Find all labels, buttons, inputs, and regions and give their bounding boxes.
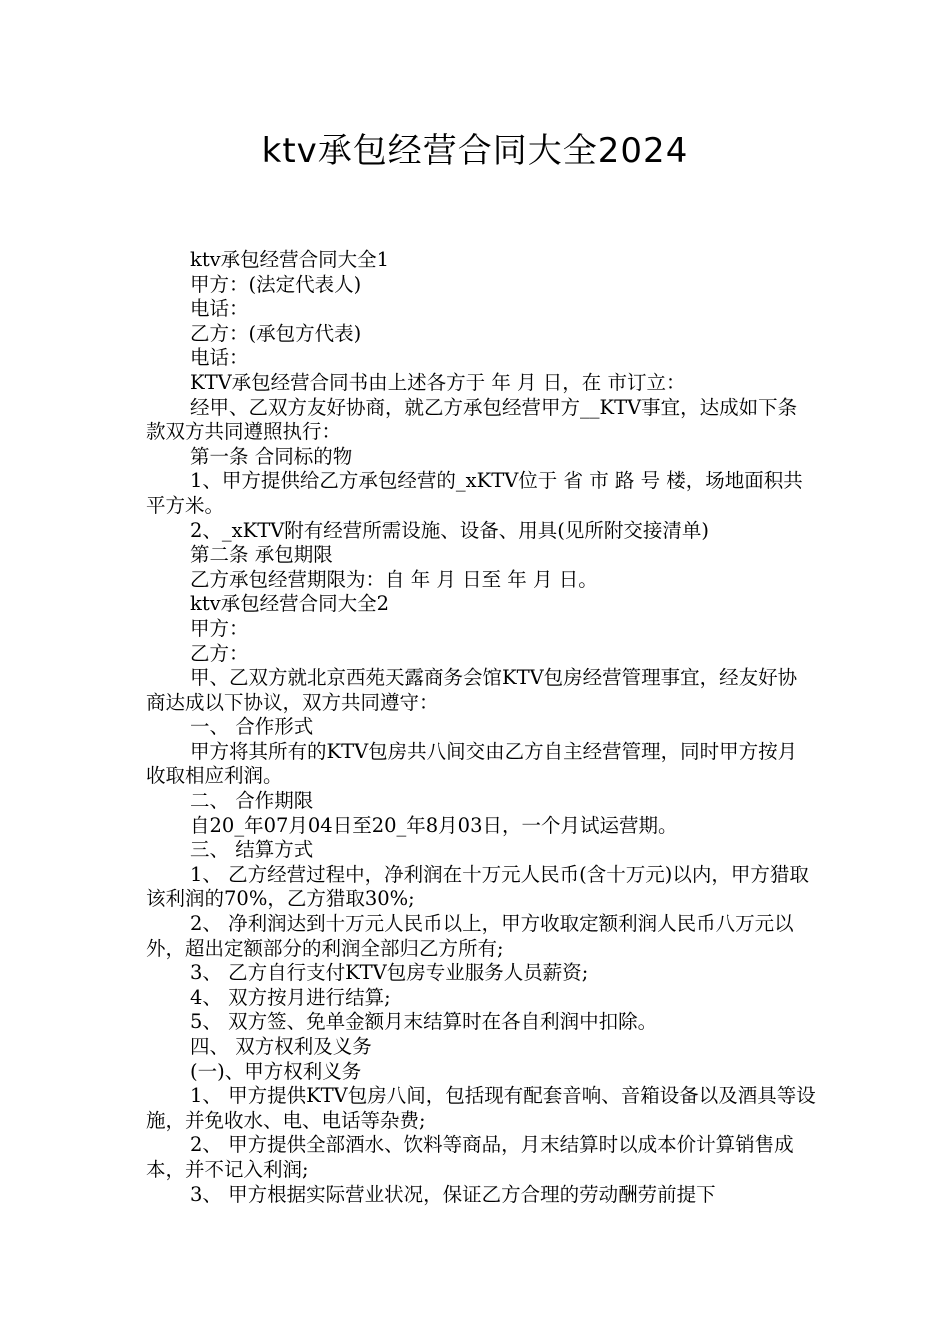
paragraph: 甲方： [190,616,249,640]
paragraph: 自20_年07月04日至20_年8月03日，一个月试运营期。 [190,813,678,837]
paragraph: 乙方：(承包方代表) [190,321,362,345]
paragraph: 乙方承包经营期限为：自 年 月 日至 年 月 日。 [190,567,598,591]
paragraph: 三、 结算方式 [190,838,314,862]
paragraph: 1、 甲方提供KTV包房八间，包括现有配套音响、音箱设备以及酒具等设施，并免收水、电、电话等杂费; [146,1084,816,1132]
paragraph: 3、 甲方根据实际营业状况，保证乙方合理的劳动酬劳前提下 [190,1182,716,1206]
paragraph: 甲方将其所有的KTV包房共八间交由乙方自主经营管理，同时甲方按月收取相应利润。 [146,739,798,788]
paragraph: ktv承包经营合同大全1 [190,248,390,271]
paragraph: 经甲、乙双方友好协商，就乙方承包经营甲方__KTV事宜，达成如下条款双方共同遵照执行： [146,395,798,444]
paragraph: 2、 甲方提供全部酒水、饮料等商品，月末结算时以成本价计算销售成本，并不记入利润; [146,1133,794,1181]
paragraph: ktv承包经营合同大全2 [190,592,390,616]
paragraph: 第二条 承包期限 [190,543,333,567]
paragraph: 4、 双方按月进行结算; [190,985,391,1009]
paragraph: 2、_xKTV附有经营所需设施、设备、用具(见所附交接清单) [190,518,710,542]
document-body [146,248,816,1207]
paragraph: 电话： [190,297,249,321]
paragraph: 四、 双方权利及义务 [190,1035,372,1058]
paragraph: 二、 合作期限 [190,789,314,813]
paragraph: 3、 乙方自行支付KTV包房专业服务人员薪资; [190,961,589,985]
paragraph: 甲方：(法定代表人) [190,272,362,296]
paragraph: 第一条 合同标的物 [190,444,353,468]
paragraph: 1、甲方提供给乙方承包经营的_xKTV位于 省 市 路 号 楼，场地面积共 平方米。 [146,469,803,517]
paragraph: 5、 双方签、免单金额月末结算时在各自利润中扣除。 [190,1010,658,1034]
paragraph: 甲、乙双方就北京西苑天露商务会馆KTV包房经营管理事宜，经友好协商达成以下协议，双方共同遵守： [146,666,798,714]
paragraph: 一、 合作形式 [190,715,314,739]
paragraph: 1、 乙方经营过程中，净利润在十万元人民币(含十万元)以内，甲方猎取该利润的70%，乙方猎取30%; [146,862,809,911]
paragraph: KTV承包经营合同书由上述各方于 年 月 日，在 市订立： [190,370,686,394]
document-title: ktv承包经营合同大全2024 [261,131,689,171]
paragraph: 乙方： [190,641,249,665]
paragraph: 2、 净利润达到十万元人民币以上，甲方收取定额利润人民币八万元以外，超出定额部分的利润全部归乙方所有; [146,912,794,960]
paragraph: (一)、甲方权利义务 [190,1059,362,1083]
paragraph: 电话： [190,346,249,370]
